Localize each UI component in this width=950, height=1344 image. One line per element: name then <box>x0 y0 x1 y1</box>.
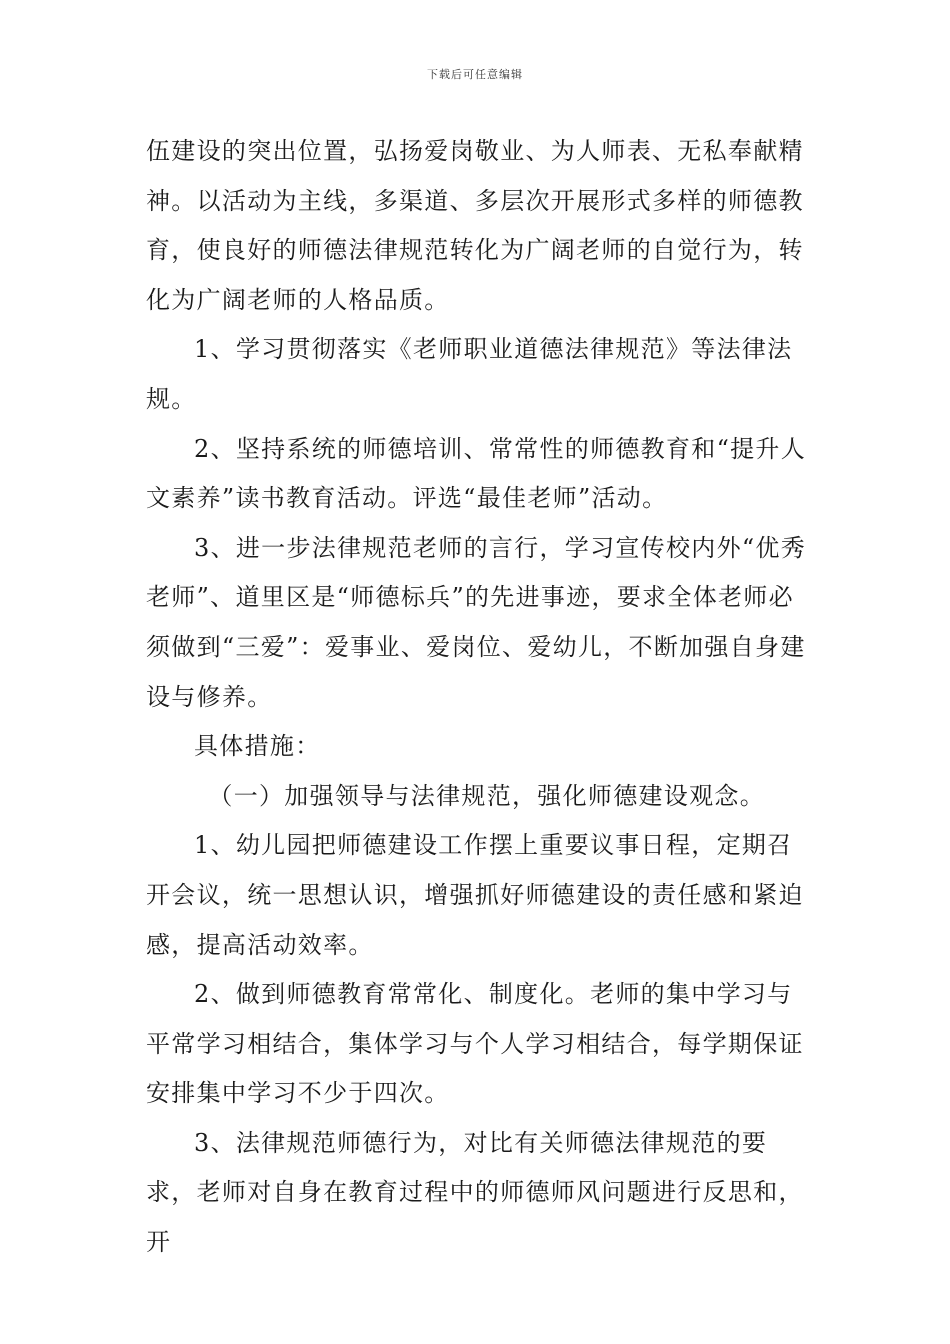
paragraph-continuation: 伍建设的突出位置，弘扬爱岗敬业、为人师表、无私奉献精神。以活动为主线，多渠道、多层次开展形式多样的师德教育，使良好的师德法律规范转化为广阔老师的自觉行为，转化为广阔老师的人格品质。 <box>146 137 804 314</box>
paragraph-measure-2: 2、做到师德教育常常化、制度化。老师的集中学习与平常学习相结合，集体学习与个人学习相结合，每学期保证安排集中学习不少于四次。 <box>146 980 804 1108</box>
paragraph-measure-1: 1、幼儿园把师德建设工作摆上重要议事日程，定期召开会议，统一思想认识，增强抓好师德建设的责任感和紧迫感，提高活动效率。 <box>146 831 804 959</box>
paragraph-item-2-training: 2、坚持系统的师德培训、常常性的师德教育和“提升人文素养”读书教育活动。评选“最佳老师”活动。 <box>146 434 807 513</box>
document-body <box>146 127 812 1268</box>
section-heading-1: （一）加强领导与法律规范，强化师德建设观念。 <box>208 781 765 810</box>
paragraph-item-3-conduct: 3、进一步法律规范老师的言行，学习宣传校内外“优秀老师”、道里区是“师德标兵”的先进事迹，要求全体老师必须做到“三爱”：爱事业、爱岗位、爱幼儿，不断加强自身建设与修养。 <box>146 533 807 711</box>
paragraph-measure-3: 3、法律规范师德行为，对比有关师德法律规范的要求，老师对自身在教育过程中的师德师风问题进行反思和，开 <box>146 1128 804 1257</box>
paragraph-measures-heading: 具体措施： <box>194 732 321 761</box>
page-header: 下载后可任意编辑 <box>427 68 523 81</box>
paragraph-item-1-study: 1、学习贯彻落实《老师职业道德法律规范》等法律法规。 <box>146 335 793 413</box>
